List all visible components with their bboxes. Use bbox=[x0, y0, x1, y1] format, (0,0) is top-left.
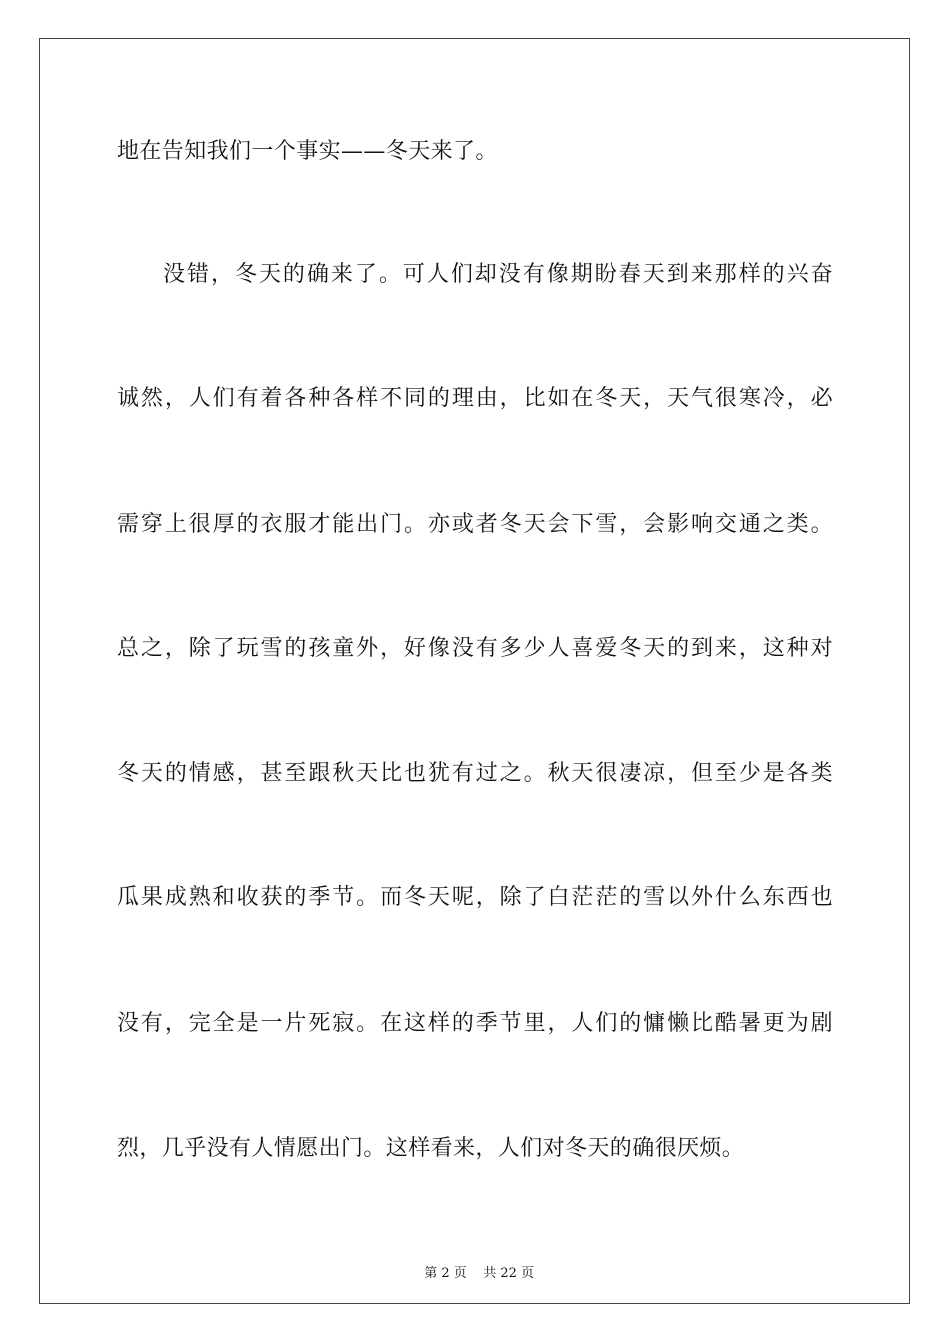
paragraph-line-5: 总之，除了玩雪的孩童外，好像没有多少人喜爱冬天的到来，这种对 bbox=[117, 636, 833, 661]
paragraph-line-8: 没有，完全是一片死寂。在这样的季节里，人们的慵懒比酷暑更为剧 bbox=[117, 1011, 833, 1036]
paragraph-line-3: 诚然，人们有着各种各样不同的理由，比如在冬天，天气很寒冷，必 bbox=[117, 386, 833, 411]
page-number-label: 第 2 页 共 22 页 bbox=[424, 1266, 535, 1281]
paragraph-line-6: 冬天的情感，甚至跟秋天比也犹有过之。秋天很凄凉，但至少是各类 bbox=[117, 761, 833, 786]
paragraph-line-2: 没错，冬天的确来了。可人们却没有像期盼春天到来那样的兴奋 bbox=[163, 262, 833, 287]
paragraph-line-4: 需穿上很厚的衣服才能出门。亦或者冬天会下雪，会影响交通之类。 bbox=[117, 512, 833, 537]
page-number-footer bbox=[0, 1247, 950, 1283]
paragraph-line-1: 地在告知我们一个事实——冬天来了。 bbox=[117, 139, 498, 164]
page-border bbox=[39, 38, 910, 1304]
paragraph-line-7: 瓜果成熟和收获的季节。而冬天呢，除了白茫茫的雪以外什么东西也 bbox=[117, 885, 833, 910]
paragraph-line-9: 烈，几乎没有人情愿出门。这样看来，人们对冬天的确很厌烦。 bbox=[117, 1136, 745, 1161]
